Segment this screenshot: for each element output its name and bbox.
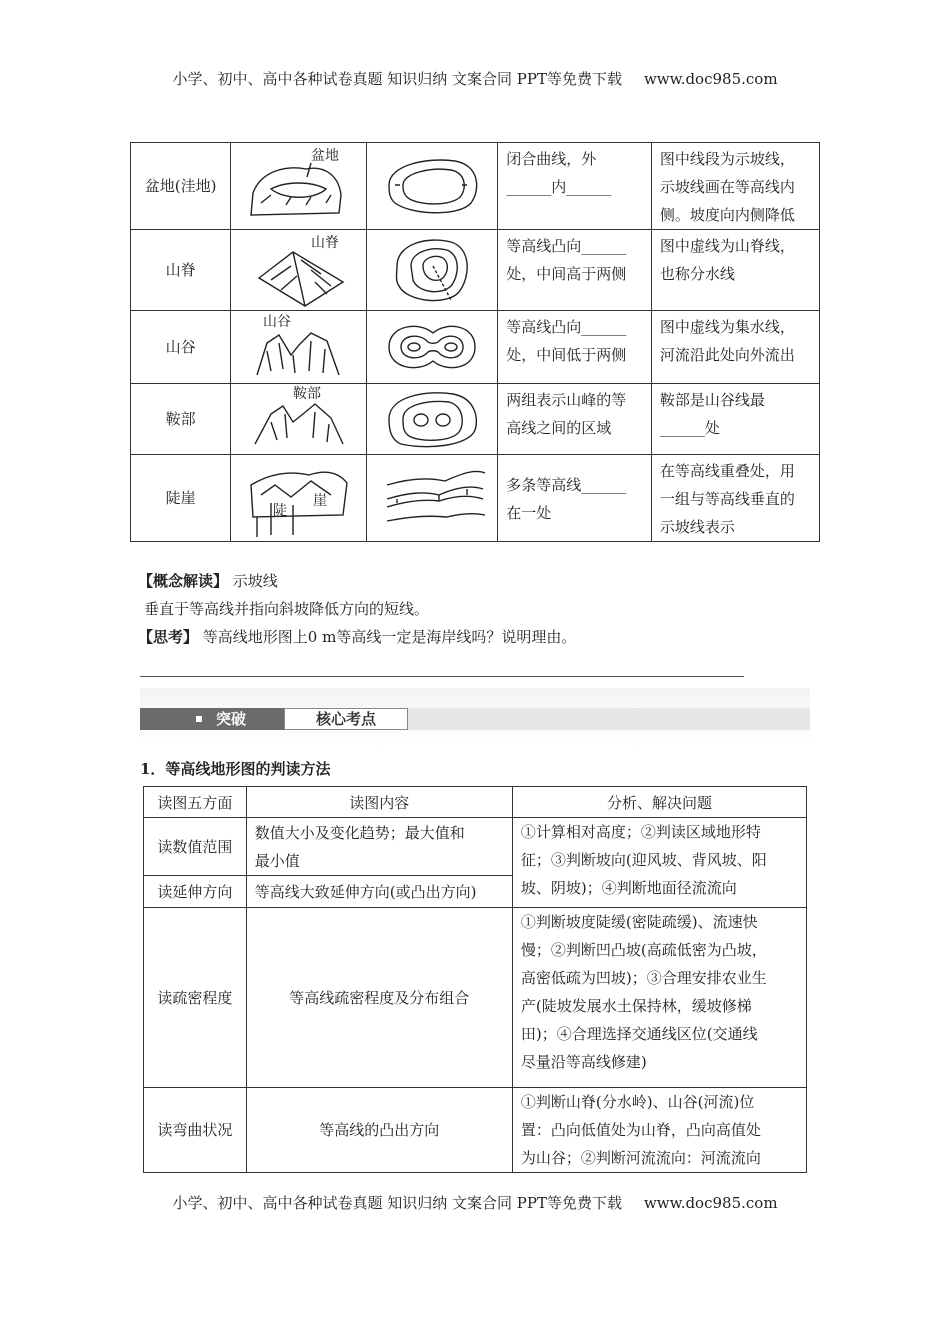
analysis-line: 田)；④合理选择交通线区位(交通线: [520, 1025, 758, 1043]
note-line: 也称分水线: [659, 265, 735, 283]
concept-heading: [138, 570, 278, 591]
note-line: 鞍部是山谷线最: [659, 391, 765, 409]
page-footer: [0, 1192, 950, 1213]
method-content: 等高线的凸出方向: [246, 1088, 512, 1173]
cliff-sketch: [231, 455, 367, 542]
method-aspect: 读疏密程度: [144, 908, 247, 1088]
analysis-line: 高密低疏为凹坡)；③合理安排农业生: [520, 969, 767, 987]
note-line: 在等高线重叠处，用: [659, 462, 795, 480]
desc-line: 处，中间低于两侧: [506, 346, 627, 364]
footer-url[interactable]: www.doc985.com: [643, 1194, 778, 1212]
cliff-label-2: 崖: [313, 493, 328, 509]
method-content: 等高线大致延伸方向(或凸出方向): [246, 876, 512, 908]
desc-line: 闭合曲线，外: [506, 150, 597, 168]
note-line: ______处: [659, 419, 720, 437]
header-text: 小学、初中、高中各种试卷真题 知识归纳 文案合同 PPT等免费下载: [172, 70, 622, 88]
analysis-line: ①判断坡度陡缓(密陡疏缓)、流速快: [520, 913, 758, 931]
analysis-line: 产(陡坡发展水土保持林，缓坡修梯: [520, 997, 752, 1015]
terrain-note: [651, 455, 819, 542]
desc-line: 等高线凸向______: [506, 318, 627, 336]
basin-label: 盆地: [311, 148, 340, 164]
note-line: 河流沿此处向外流出: [659, 346, 795, 364]
desc-line: 等高线凸向______: [506, 237, 627, 255]
terrain-note: [651, 384, 819, 455]
note-line: 侧。坡度向内侧降低: [659, 206, 795, 224]
method-content: [246, 818, 512, 876]
ridge-label: 山脊: [311, 235, 340, 251]
col-header: 分析、解决问题: [512, 787, 806, 818]
note-line: 图中线段为示坡线，: [659, 150, 795, 168]
ridge-sketch: [231, 230, 367, 311]
analysis-line: ①判断山脊(分水岭)、山谷(河流)位: [520, 1093, 755, 1111]
table-header-row: [144, 787, 807, 818]
method-aspect: 读弯曲状况: [144, 1088, 247, 1173]
desc-line: ______内______: [506, 178, 612, 196]
note-line: 一组与等高线垂直的: [659, 490, 795, 508]
basin-sketch: [231, 143, 367, 230]
table-row: [144, 1088, 807, 1173]
terrain-desc: [498, 230, 652, 311]
desc-line: 两组表示山峰的等: [506, 391, 627, 409]
section-title: 1．等高线地形图的判读方法: [140, 760, 331, 778]
think-question: [138, 626, 576, 647]
method-analysis: [512, 1088, 806, 1173]
method-table: [143, 786, 807, 1173]
saddle-label: 鞍部: [293, 386, 322, 402]
header-url[interactable]: www.doc985.com: [643, 70, 778, 88]
footer-text: 小学、初中、高中各种试卷真题 知识归纳 文案合同 PPT等免费下载: [172, 1194, 622, 1212]
terrain-name: 鞍部: [131, 384, 231, 455]
terrain-desc: [498, 143, 652, 230]
terrain-note: [651, 311, 819, 384]
table-row: [131, 143, 820, 230]
basin-contour: [367, 143, 498, 230]
banner-dark-text: 突破: [216, 710, 247, 728]
col-header: 读图内容: [246, 787, 512, 818]
col-header: 读图五方面: [144, 787, 247, 818]
terrain-name: 陡崖: [131, 455, 231, 542]
analysis-line: 征；③判断坡向(迎风坡、背风坡、阳: [520, 851, 767, 869]
desc-line: 处，中间高于两侧: [506, 265, 627, 283]
note-line: 示坡线画在等高线内: [659, 178, 795, 196]
content-line: 最小值: [254, 851, 300, 870]
valley-sketch: [231, 311, 367, 384]
analysis-line: 置：凸向低值处为山脊，凸向高值处: [520, 1121, 761, 1139]
analysis-line: 为山谷；②判断河流流向：河流流向: [520, 1149, 761, 1167]
method-analysis: [512, 818, 806, 908]
method-analysis: [512, 908, 806, 1088]
answer-line: [140, 676, 744, 677]
saddle-contour: [367, 384, 498, 455]
table-row: [131, 230, 820, 311]
note-line: 图中虚线为山脊线，: [659, 237, 795, 255]
analysis-line: 尽量沿等高线修建): [520, 1053, 647, 1071]
desc-line: 高线之间的区域: [506, 419, 612, 437]
analysis-line: ①计算相对高度；②判读区域地形特: [520, 823, 761, 841]
analysis-line: 坡、阴坡)；④判断地面径流流向: [520, 879, 737, 897]
banner-light: 核心考点: [284, 708, 408, 730]
page-header: [0, 68, 950, 89]
note-line: 示坡线表示: [659, 518, 735, 536]
terrain-desc: [498, 455, 652, 542]
method-aspect: 读数值范围: [144, 818, 247, 876]
terrain-note: [651, 230, 819, 311]
valley-label: 山谷: [263, 314, 292, 330]
terrain-desc: [498, 384, 652, 455]
cliff-contour: [367, 455, 498, 542]
ridge-contour: [367, 230, 498, 311]
table-row: [144, 818, 807, 876]
section-banner: [140, 688, 810, 748]
concept-body: 垂直于等高线并指向斜坡降低方向的短线。: [144, 600, 430, 618]
terrain-name: 山谷: [131, 311, 231, 384]
analysis-line: 慢；②判断凹凸坡(高疏低密为凸坡，: [520, 941, 767, 959]
terrain-note: [651, 143, 819, 230]
saddle-sketch: [231, 384, 367, 455]
concept-label: 【概念解读】: [138, 572, 229, 590]
table-row: [131, 455, 820, 542]
terrain-table: [130, 142, 820, 542]
method-content: 等高线疏密程度及分布组合: [246, 908, 512, 1088]
square-icon: [196, 716, 202, 722]
think-body: 等高线地形图上0 m等高线一定是海岸线吗？说明理由。: [202, 628, 577, 646]
table-row: [131, 311, 820, 384]
cliff-label-1: 陡: [273, 503, 288, 519]
terrain-name: 盆地(洼地): [131, 143, 231, 230]
method-aspect: 读延伸方向: [144, 876, 247, 908]
table-row: [144, 908, 807, 1088]
table-row: [131, 384, 820, 455]
note-line: 图中虚线为集水线，: [659, 318, 795, 336]
desc-line: 多条等高线______: [506, 476, 627, 494]
think-label: 【思考】: [138, 628, 199, 646]
terrain-desc: [498, 311, 652, 384]
banner-dark: [140, 708, 284, 730]
desc-line: 在一处: [506, 504, 552, 522]
valley-contour: [367, 311, 498, 384]
content-line: 数值大小及变化趋势；最大值和: [254, 823, 465, 842]
concept-title: 示坡线: [232, 572, 278, 590]
terrain-name: 山脊: [131, 230, 231, 311]
